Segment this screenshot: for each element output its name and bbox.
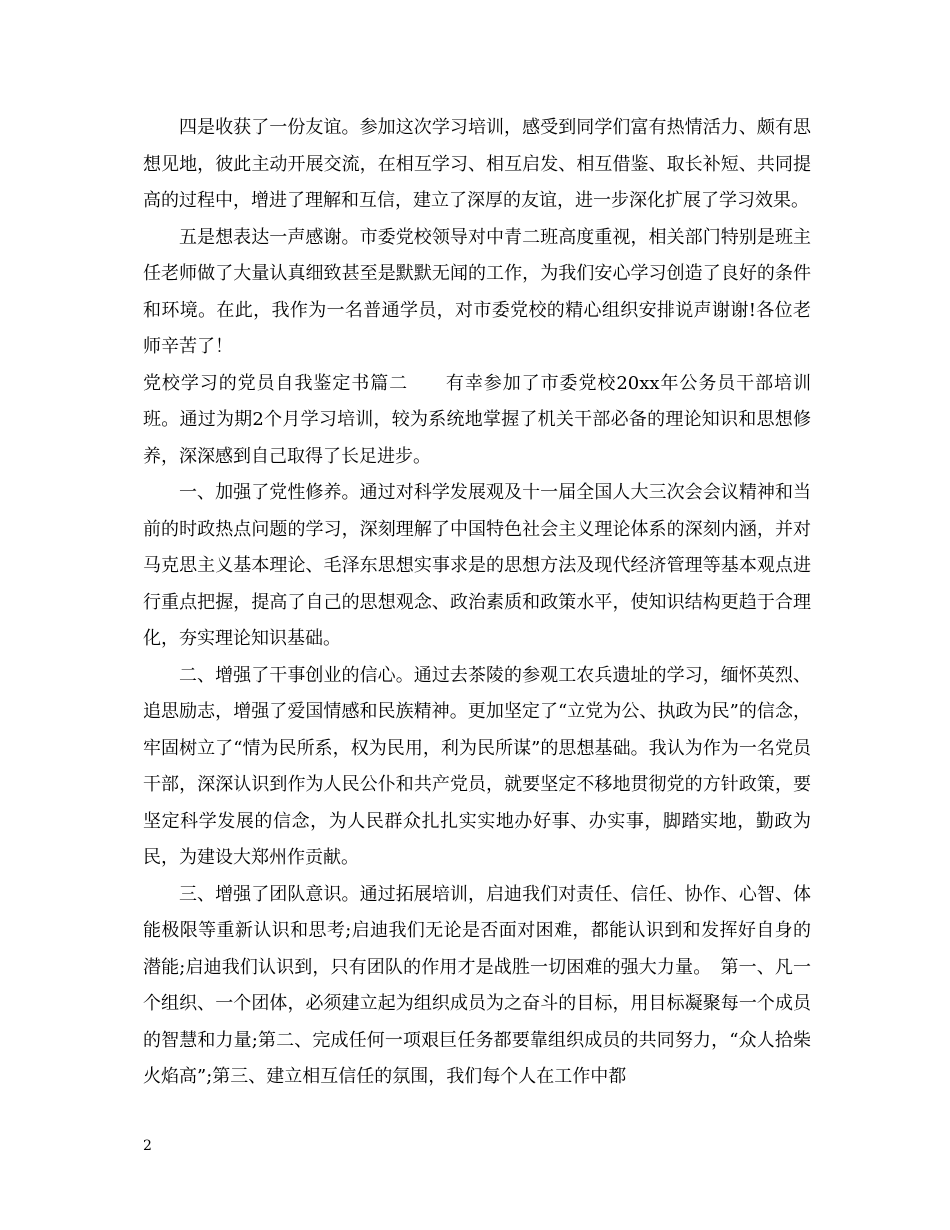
paragraph-thanks: 五是想表达一声感谢。市委党校领导对中青二班高度重视，相关部门特别是班主任老师做了大量认真细致甚至是默默无闻的工作，为我们安心学习创造了良好的条件和环境。在此，我作为一名普通学员，对市委党校的精心组织安排说声谢谢!各位老师辛苦了！ <box>143 226 811 357</box>
paragraph-confidence: 二、增强了干事创业的信心。通过去茶陵的参观工农兵遗址的学习，缅怀英烈、追思励志，增强了爱国情感和民族精神。更加坚定了“立党为公、执政为民”的信念，牢固树立了“情为民所系，权为民用，利为民所谋”的思想基础。我认为作为一名党员干部，深深认识到作为人民公仆和共产党员，就要坚定不移地贯彻党的方针政策，要坚定科学发展的信念，为人民群众扎扎实实地办好事、办实事，脚踏实地，勤政为民，为建设大郑州作贡献。 <box>143 664 811 868</box>
paragraph-teamwork: 三、增强了团队意识。通过拓展培训，启迪我们对责任、信任、协作、心智、体能极限等重新认识和思考;启迪我们无论是否面对困难，都能认识到和发挥好自身的潜能;启迪我们认识到，只有团队的作用才是战胜一切困难的强大力量。 第一、凡一个组织、一个团体，必须建立起为组织成员为之奋斗的目标，用目标凝聚每一个成员的智慧和力量;第二、完成任何一项艰巨任务都要靠组织成员的共同努力，“众人拾柴火焰高”;第三、建立相互信任的氛围，我们每个人在工作中都 <box>143 883 811 1087</box>
page-number: 2 <box>143 1138 152 1154</box>
paragraph-friendship: 四是收获了一份友谊。参加这次学习培训，感受到同学们富有热情活力、颇有思想见地，彼此主动开展交流，在相互学习、相互启发、相互借鉴、取长补短、共同提高的过程中，增进了理解和互信，建立了深厚的友谊，进一步深化扩展了学习效果。 <box>143 117 811 211</box>
paragraph-section-two-intro: 党校学习的党员自我鉴定书篇二 有幸参加了市委党校20xx年公务员干部培训班。通过为期2个月学习培训，较为系统地掌握了机关干部必备的理论知识和思想修养，深深感到自己取得了长足进步。 <box>143 372 811 467</box>
document-body <box>143 110 811 1096</box>
paragraph-party-spirit: 一、加强了党性修养。通过对科学发展观及十一届全国人大三次会会议精神和当前的时政热点问题的学习，深刻理解了中国特色社会主义理论体系的深刻内涵，并对马克思主义基本理论、毛泽东思想实事求是的思想方法及现代经济管理等基本观点进行重点把握，提高了自己的思想观念、政治素质和政策水平，使知识结构更趋于合理化，夯实理论知识基础。 <box>143 482 811 649</box>
